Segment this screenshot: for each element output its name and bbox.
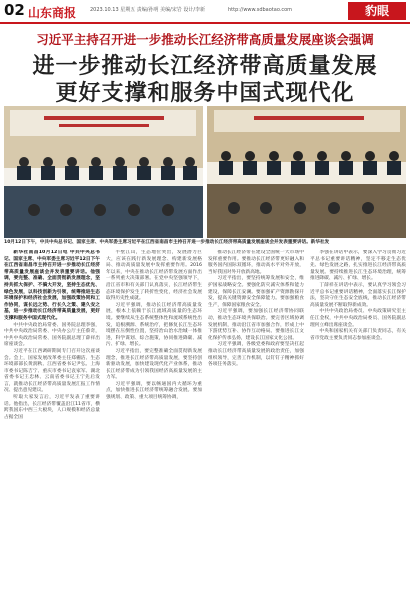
article-paragraph: 习近平强调，各级党委和政府要坚决扛起推动长江经济带高质量发展的政治责任，加强组织领导，完善工作机制，以钉钉子精神抓好各项任务落实。 [208,342,304,368]
article-paragraph: 习近平强调，要以畅通国内大循环为重点，加快推进长江经济带统筹融合发展。要加强规划、政策、重大项目统筹协调， [106,381,202,401]
news-photo [4,106,406,238]
headline-line-1: 进一步推动长江经济带高质量发展 [32,53,378,79]
photo-caption: 10月12日下午，中共中央总书记、国家主席、中央军委主席习近平在江西省南昌市主持召开进一步推动长江经济带高质量发展座谈会并发表重要讲话。新华社发 [4,240,330,245]
article-paragraph: 新华社南昌10月12日电 中共中央总书记、国家主席、中央军委主席习近平12日下午在江西省南昌市主持召开进一步推动长江经济带高质量发展座谈会并发表重要讲话。他强调，要完整、准确、全面贯彻新发展理念，坚持共抓大保护、不搞大开发，坚持生态优先、绿色发展，以科技创新为引领，统筹推进生态环境保护和经济社会发展，加强政策协同和工作协同，谋长远之势、行长久之策、建久安之基，进一步推动长江经济带高质量发展，更好支撑和服务中国式现代化。 [4,250,100,321]
article-paragraph: 习近平强调，要加强长江经济带协同联动，推动生态环境共保联治。要完善区域协调发展机制，推动沿江省市加强合作，形成上中下游优势互补、协作互动格局。要推进长江文化保护传承弘扬，建设长江国家文化公园。 [208,309,304,341]
article-body [4,250,406,598]
meeting-photo-illustration [4,106,406,238]
article-paragraph: 推动长江经济带在建设全国统一大市场中发挥重要作用。要推动长江经济带更好融入和服务国内国际双循环，推动高水平对外开放，当好我国对外开放新高地。 [208,250,304,275]
article-paragraph: 习近平指出，要完整准确全面贯彻新发展理念，推进长江经济带高质量发展，要坚持创新驱动发展，加快建设现代化产业体系，推动长江经济带成为引领我国经济高质量发展的主力军。 [106,348,202,381]
column-logo: 豹眼 [348,2,406,20]
section-title: 山东商报 [28,6,77,20]
article-paragraph: 听取大家发言后，习近平发表了重要讲话。他指出，长江经济带覆盖沿江11省市，横跨我国东中西三大板块，人口规模和经济总量占据全国 [4,395,100,420]
masthead [0,0,410,24]
site-url[interactable]: http://www.sdbaotao.com [228,7,293,13]
article-paragraph: 习近平强调，推动长江经济带高质量发展，根本上依赖于长江流域高质量的生态环境。要继续从生态系统整体性和流域系统性出发，追根溯源、系统治疗，把修复长江生态环境摆在压倒性位置，坚持治山治水治城一体推进，科学谋划、综合施策，协同推进降碳、减污、扩绿、增长。 [106,302,202,348]
issue-meta: 2023.10.13 星期五 责编/孙明 美编/宋岩 设计/李新 [90,7,206,13]
article-column-4 [310,250,406,598]
article-paragraph: 中共中央政治局委员、中央政策研究室主任江金权，中共中央政治局委员、国务院副总理何立峰出席座谈会。 [310,309,406,328]
article-column-2 [106,250,202,598]
article-paragraph: 中共中央政治局常委、国务院总理李强，中共中央政治局常委、中央办公厅主任蔡奇，中共中央政治局常委、国务院副总理丁薛祥出席座谈会。 [4,322,100,348]
article-paragraph: 习近平指出，要坚持统筹发展和安全，维护国家战略安全。要强化防灾减灾体系和能力建设，保障长江安澜。要加强矿产资源勘探开发，提高关键资源安全保障能力。要加强粮食生产，保障国家粮食安全。 [208,276,304,308]
subheadline: 习近平主持召开进一步推动长江经济带高质量发展座谈会强调 [36,32,374,47]
page-number: 02 [4,1,25,19]
article-column-3 [208,250,304,598]
headline-line-2: 更好支撑和服务中国式现代化 [55,80,355,106]
article-paragraph: 丁薛祥在讲话中表示，要认真学习领会习近平总书记重要讲话精神，全面落实长江保护法，坚决守住生态安全底线，推动长江经济带高质量发展不断取得新成效。 [310,282,406,308]
article-paragraph: 中央和国家机关有关部门负责同志，有关省市党政主要负责同志参加座谈会。 [310,329,406,341]
article-paragraph: 半壁江山，生态地位突出，发展潜力巨大，应该在践行新发展理念、构建新发展格局、推动高质量发展中发挥重要作用。2016年以来，中央在推动长江经济带发展方面作出一系列重大决策部署。在党中央坚强领导下，沿江省市和有关部门认真落实，长江经济带生态环境保护发生了转折性变化，经济社会发展取得历史性成就。 [106,250,202,302]
article-paragraph: 习近平在江西调研期间专门召开这次座谈会。会上，国家发展改革委主任郑栅洁、生态环境部部长黄润秋、江西省委书记尹弘、上海市委书记陈吉宁、重庆市委书记袁家军、湖北省委书记王忠林、云南省委书记王宁先后发言，就推动长江经济带高质量发展汇报工作情况、提出意见建议。 [4,348,100,394]
article-paragraph: 李强在讲话中表示，要深入学习贯彻习近平总书记重要讲话精神，坚定不移走生态优先、绿色发展之路，扎实推进长江经济带高质量发展。要持续推进长江生态环境治理，统筹推进降碳、减污、扩绿、增长。 [310,250,406,282]
article-column-1 [4,250,100,598]
